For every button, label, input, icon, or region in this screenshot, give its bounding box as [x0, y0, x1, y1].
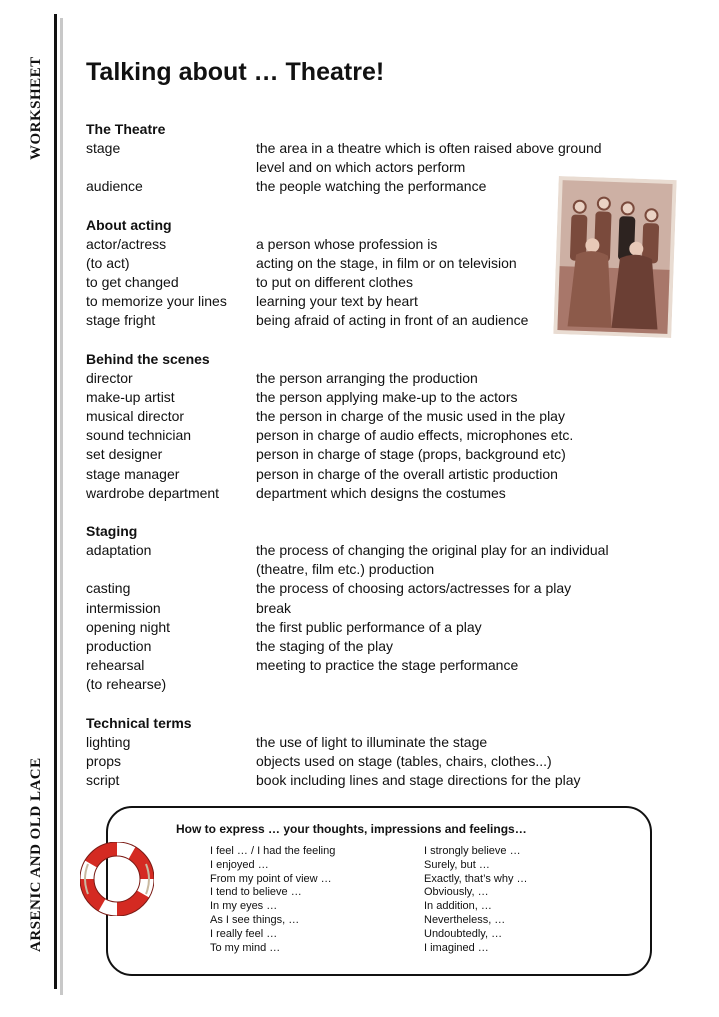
page-title: Talking about … Theatre!: [86, 58, 385, 86]
definition-line: person in charge of audio effects, microphones etc.: [256, 427, 574, 444]
glossary-term: opening night: [86, 618, 171, 635]
glossary-row: [86, 752, 646, 771]
glossary-definition: [256, 637, 646, 656]
glossary-row: [86, 445, 646, 464]
glossary-term: stage manager: [86, 465, 180, 482]
phrase-item: As I see things, …: [210, 913, 300, 926]
definition-line: department which designs the costumes: [256, 484, 506, 501]
glossary-term: lighting: [86, 733, 131, 750]
glossary-term: (to act): [86, 254, 130, 271]
definition-line: person in charge of stage (props, background etc): [256, 446, 566, 463]
phrase-item: I enjoyed …: [210, 858, 269, 871]
glossary-definition: [256, 388, 646, 407]
glossary-term: sound technician: [86, 427, 192, 444]
phrases-right-column: [424, 845, 528, 955]
definition-line: (theatre, film etc.) production: [256, 561, 435, 578]
margin-rule-dark: [54, 14, 57, 989]
glossary-section: [86, 350, 646, 503]
glossary-definition: [256, 752, 646, 771]
glossary-term: actor/actress: [86, 235, 167, 252]
phrase-item: Obviously, …: [424, 886, 489, 899]
glossary-definition: [256, 733, 646, 752]
definition-line: [256, 675, 646, 694]
glossary-row: [86, 675, 646, 694]
glossary-term: production: [86, 638, 152, 655]
phrase-item: I tend to believe …: [210, 886, 302, 899]
glossary-term: script: [86, 772, 120, 789]
glossary-definition: [256, 618, 646, 637]
definition-line: to put on different clothes: [256, 274, 413, 291]
glossary-term: intermission: [86, 599, 161, 616]
glossary-term: props: [86, 752, 122, 769]
phrases-left-column: [210, 845, 335, 955]
definition-line: the staging of the play: [256, 638, 393, 655]
definition-line: the use of light to illuminate the stage: [256, 733, 488, 750]
definition-line: the process of changing the original play for an individual: [256, 542, 609, 559]
definition-line: learning your text by heart: [256, 293, 418, 310]
definition-line: the people watching the performance: [256, 178, 487, 195]
glossary-row: [86, 465, 646, 484]
glossary-definition: [256, 599, 646, 618]
glossary-definition: [256, 407, 646, 426]
definition-line: objects used on stage (tables, chairs, clothes...): [256, 752, 552, 769]
phrase-item: From my point of view …: [210, 872, 332, 885]
expressions-box: [106, 806, 652, 976]
glossary-term: to get changed: [86, 274, 179, 291]
glossary-term: make-up artist: [86, 388, 175, 405]
definition-line: acting on the stage, in film or on television: [256, 254, 517, 271]
definition-line: a person whose profession is: [256, 235, 438, 252]
glossary-term: stage fright: [86, 312, 156, 329]
glossary-row: [86, 618, 646, 637]
definition-line: person in charge of the overall artistic production: [256, 465, 558, 482]
glossary-term: stage: [86, 140, 121, 156]
phrase-item: Nevertheless, …: [424, 913, 506, 926]
glossary-term: audience: [86, 178, 143, 195]
phrase-item: I strongly believe …: [424, 845, 521, 857]
phrase-item: Undoubtedly, …: [424, 927, 503, 940]
glossary-row: [86, 426, 646, 445]
section-heading: Behind the scenes: [86, 350, 210, 367]
phrase-item: I really feel …: [210, 927, 278, 940]
glossary-section: [86, 714, 646, 791]
phrase-item: In addition, …: [424, 900, 492, 913]
glossary-row: [86, 484, 646, 503]
margin-rule-grey: [60, 18, 63, 995]
definition-line: the area in a theatre which is often raised above ground: [256, 140, 602, 156]
phrase-item: Exactly, that’s why …: [424, 872, 528, 885]
lifebuoy-icon: [80, 842, 154, 916]
section-heading: About acting: [86, 216, 172, 233]
definition-line: book including lines and stage directions for the play: [256, 772, 581, 789]
glossary-row: [86, 139, 646, 177]
definition-line: meeting to practice the stage performance: [256, 657, 519, 674]
glossary-row: [86, 771, 646, 790]
glossary-definition: [256, 369, 646, 388]
phrase-item: In my eyes …: [210, 900, 278, 913]
definition-line: the person in charge of the music used in the play: [256, 408, 565, 425]
glossary-definition: [256, 445, 646, 464]
definition-line: being afraid of acting in front of an audience: [256, 312, 529, 329]
glossary-row: [86, 541, 646, 579]
glossary-term: wardrobe department: [86, 484, 220, 501]
phrase-item: To my mind …: [210, 941, 281, 954]
glossary-definition: [256, 465, 646, 484]
glossary-row: [86, 579, 646, 598]
glossary-row: [86, 637, 646, 656]
definition-line: the person arranging the production: [256, 369, 478, 386]
cast-photo: [553, 176, 676, 338]
definition-line: the first public performance of a play: [256, 618, 482, 635]
side-label-worksheet: WORKSHEET: [28, 56, 44, 160]
glossary-definition: [256, 484, 646, 503]
glossary-definition: [256, 579, 646, 598]
section-heading: Technical terms: [86, 714, 192, 731]
glossary-section: [86, 522, 646, 695]
glossary-row: [86, 656, 646, 675]
phrase-item: I imagined …: [424, 941, 489, 954]
definition-line: the person applying make-up to the actors: [256, 388, 518, 405]
glossary-definition: [256, 771, 646, 790]
expressions-title: How to express … your thoughts, impressions and feelings…: [176, 822, 527, 836]
glossary-term: (to rehearse): [86, 676, 167, 693]
glossary-row: [86, 388, 646, 407]
section-heading: Staging: [86, 523, 138, 540]
glossary-term: adaptation: [86, 542, 152, 559]
glossary-definition: [256, 541, 646, 579]
phrase-item: I feel … / I had the feeling: [210, 845, 336, 857]
glossary-definition: [256, 656, 646, 675]
glossary-term: director: [86, 369, 133, 386]
glossary-row: [86, 599, 646, 618]
definition-line: level and on which actors perform: [256, 159, 466, 176]
glossary-row: [86, 733, 646, 752]
glossary-row: [86, 369, 646, 388]
glossary-definition: [256, 139, 646, 177]
glossary-term: set designer: [86, 446, 163, 463]
definition-line: the process of choosing actors/actresses for a play: [256, 580, 572, 597]
glossary-term: rehearsal: [86, 657, 145, 674]
section-heading: The Theatre: [86, 121, 166, 137]
side-label-play-title: ARSENIC AND OLD LACE: [28, 757, 44, 952]
definition-line: break: [256, 599, 292, 616]
glossary-row: [86, 407, 646, 426]
glossary-definition: [256, 426, 646, 445]
glossary-term: to memorize your lines: [86, 293, 227, 310]
glossary-definition: [256, 675, 646, 694]
glossary-term: musical director: [86, 408, 185, 425]
phrase-item: Surely, but …: [424, 858, 490, 871]
glossary-term: casting: [86, 580, 131, 597]
